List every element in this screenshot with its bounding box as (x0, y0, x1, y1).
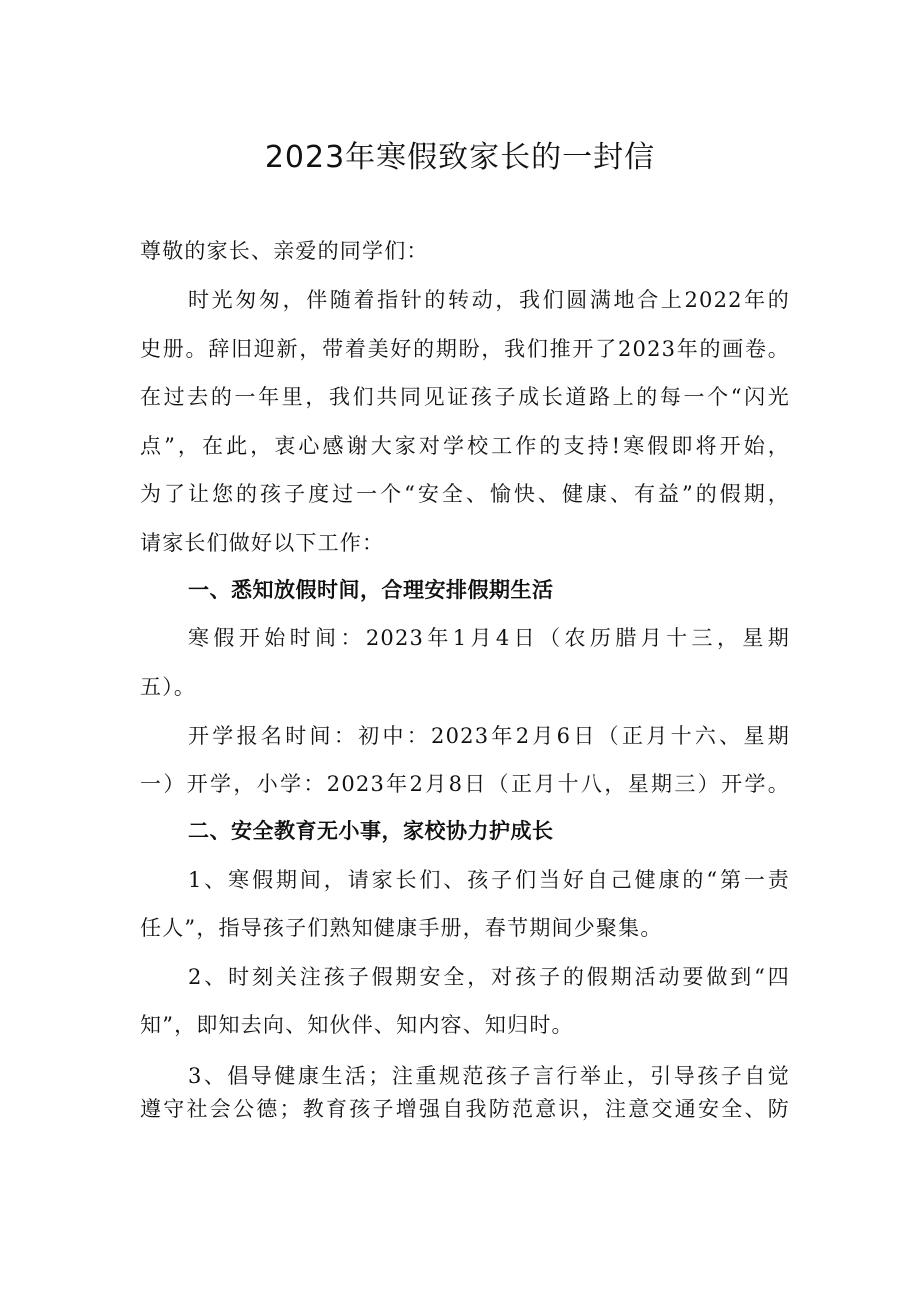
salutation: 尊敬的家长、亲爱的同学们： (140, 239, 429, 263)
item-2-line-1: 2、时刻关注孩子假期安全，对孩子的假期活动要做到“四 (188, 965, 790, 989)
intro-line-3: 在过去的一年里，我们共同见证孩子成长道路上的每一个“闪光 (140, 385, 790, 409)
item-1-line-2: 任人”，指导孩子们熟知健康手册，春节期间少聚集。 (140, 916, 663, 940)
intro-line-2: 史册。辞旧迎新，带着美好的期盼，我们推开了2023年的画卷。 (140, 337, 790, 361)
winter-break-line-1: 寒假开始时间：2023年1月4日（农历腊月十三，星期 (188, 626, 790, 650)
intro-line-6: 请家长们做好以下工作： (140, 531, 385, 555)
page-title: 2023年寒假致家长的一封信 (264, 140, 656, 175)
intro-line-5: 为了让您的孩子度过一个“安全、愉快、健康、有益”的假期， (140, 482, 790, 506)
item-1-line-1: 1、寒假期间，请家长们、孩子们当好自己健康的“第一责 (188, 868, 790, 892)
winter-break-line-2: 五）。 (140, 675, 197, 699)
item-3-line-2: 遵守社会公德；教育孩子增强自我防范意识，注意交通安全、防 (140, 1097, 790, 1121)
intro-line-1: 时光匆匆，伴随着指针的转动，我们圆满地合上2022年的 (188, 288, 790, 312)
section-1-heading: 一、悉知放假时间，合理安排假期生活 (188, 578, 554, 602)
item-3-line-1: 3、倡导健康生活；注重规范孩子言行举止，引导孩子自觉 (188, 1064, 790, 1088)
school-start-line-2: 一）开学，小学：2023年2月8日（正月十八，星期三）开学。 (140, 772, 790, 796)
item-2-line-2: 知”，即知去向、知伙伴、知内容、知归时。 (140, 1013, 574, 1037)
intro-line-4: 点”，在此，衷心感谢大家对学校工作的支持!寒假即将开始， (140, 434, 790, 458)
school-start-line-1: 开学报名时间：初中：2023年2月6日（正月十六、星期 (188, 724, 790, 748)
section-2-heading: 二、安全教育无小事，家校协力护成长 (188, 819, 554, 843)
